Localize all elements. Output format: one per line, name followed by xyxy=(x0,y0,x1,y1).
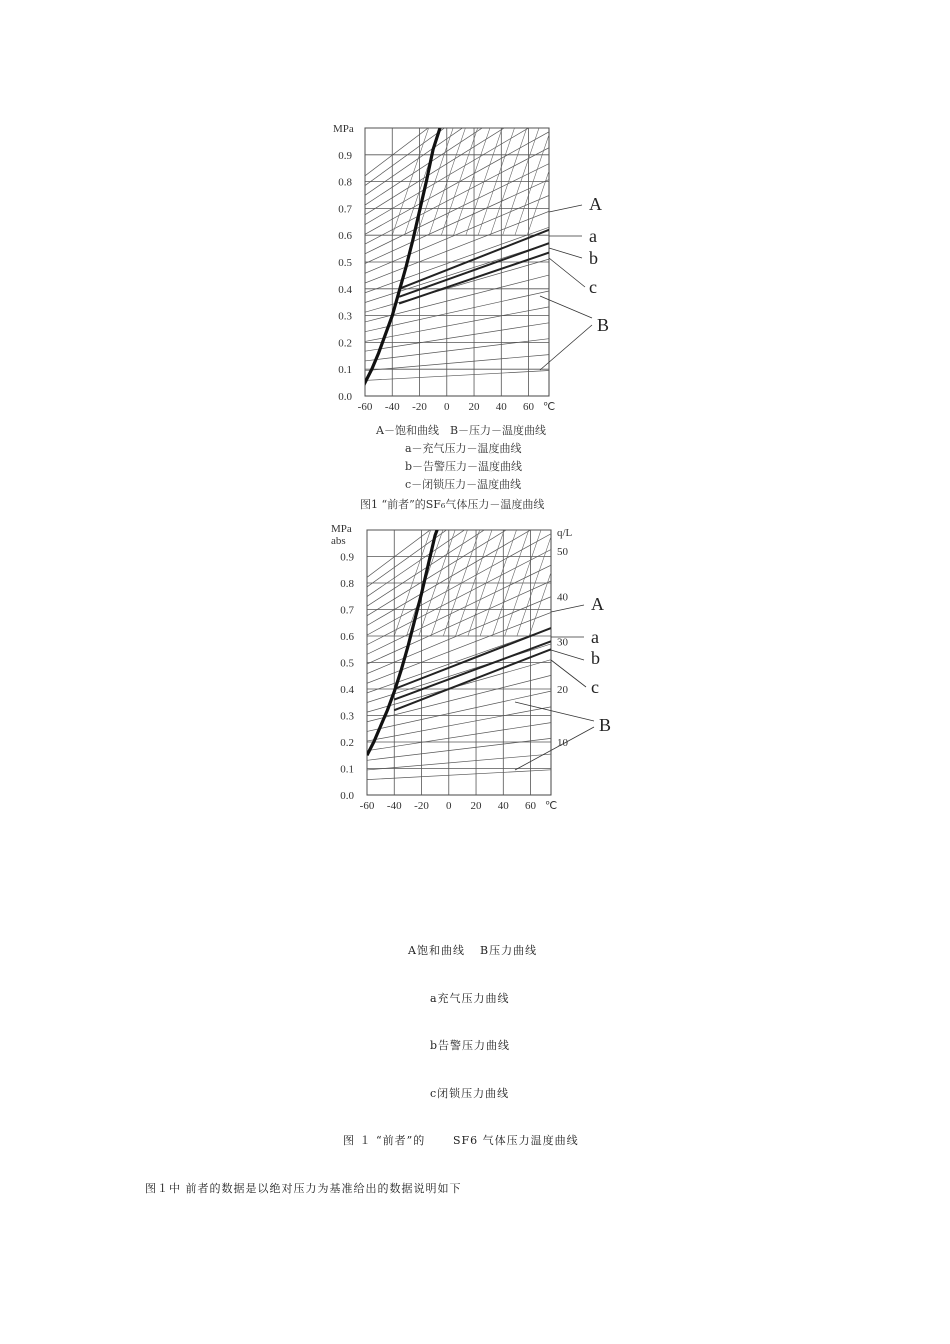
x-tick-label: -40 xyxy=(384,401,400,413)
x-tick-label: 0 xyxy=(444,401,450,413)
legend-entry: c－闭锁压力－温度曲线 xyxy=(405,478,522,491)
x-tick-label: 60 xyxy=(523,401,535,413)
y-tick-label: 0.8 xyxy=(340,578,354,590)
y-axis-label: MPa xyxy=(331,523,352,535)
body-line-2: a充气压力曲线 xyxy=(430,992,510,1005)
callout-line xyxy=(551,650,584,660)
y-tick-label: 0.6 xyxy=(340,631,354,643)
y-axis-label: MPa xyxy=(333,123,354,135)
x-tick-label: 0 xyxy=(446,800,452,812)
pt-curves-group xyxy=(367,515,570,780)
curve-label-A: A xyxy=(591,594,604,614)
x-tick-label: 60 xyxy=(525,800,537,812)
right-tick-label: 50 xyxy=(557,546,568,559)
saturation-curve xyxy=(361,128,440,391)
curve-label-a: a xyxy=(591,627,599,647)
curve-label-B: B xyxy=(597,315,610,335)
body-line-3: b告警压力曲线 xyxy=(430,1039,511,1052)
curve-label-B: B xyxy=(599,715,612,735)
callout-line xyxy=(515,727,594,770)
callout-line xyxy=(549,248,582,258)
curve-label-a: a xyxy=(589,226,597,246)
hatch-line xyxy=(443,517,484,636)
y-tick-label: 0.4 xyxy=(338,283,352,296)
right-tick-label: 20 xyxy=(557,684,568,696)
curve-label-A: A xyxy=(589,194,602,214)
hatch-line xyxy=(431,517,472,636)
x-unit-label: ℃ xyxy=(544,800,558,812)
y-tick-label: 0.1 xyxy=(338,364,352,377)
x-unit-label: ℃ xyxy=(542,401,556,413)
x-tick-label: -60 xyxy=(357,401,373,413)
curve-label-b: b xyxy=(591,648,600,668)
y-tick-label: 0.7 xyxy=(338,203,352,216)
body-line-4: c闭锁压力曲线 xyxy=(430,1087,510,1100)
x-tick-label: 20 xyxy=(470,800,482,812)
y-tick-label: 0.1 xyxy=(340,763,354,776)
x-tick-label: -60 xyxy=(359,800,375,812)
y-tick-label: 0.9 xyxy=(338,149,352,162)
hatch-line xyxy=(441,115,482,236)
y-tick-label: 0.7 xyxy=(340,604,354,617)
figure-1-chart xyxy=(0,0,950,520)
x-tick-label: 40 xyxy=(497,800,509,812)
x-tick-label: 20 xyxy=(468,401,480,413)
y-tick-label: 0.5 xyxy=(338,257,352,269)
legend-entry: a－充气压力－温度曲线 xyxy=(405,442,522,455)
right-tick-label: 30 xyxy=(557,636,568,649)
legend-entry: A－饱和曲线 B－压力－温度曲线 xyxy=(376,424,547,437)
y-tick-label: 0.4 xyxy=(340,684,354,696)
right-tick-label: 40 xyxy=(557,591,568,604)
callout-line xyxy=(549,258,585,287)
figure-caption: 图1 “前者”的SF₆气体压力－温度曲线 xyxy=(360,498,545,511)
callout-line xyxy=(540,325,592,370)
curve-label-b: b xyxy=(589,248,598,268)
body-line-5a: 图 １ “前者”的 xyxy=(343,1134,426,1147)
body-line-6: 图１中 前者的数据是以绝对压力为基准给出的数据说明如下 xyxy=(145,1182,462,1195)
y-tick-label: 0.8 xyxy=(338,176,352,189)
callout-line xyxy=(549,205,582,212)
body-line-5b: SF6 气体压力温度曲线 xyxy=(453,1134,579,1147)
callout-line xyxy=(551,660,586,687)
right-axis-label: q/L xyxy=(557,527,573,539)
y-tick-label: 0.0 xyxy=(340,790,354,802)
curve-label-c: c xyxy=(591,677,599,697)
y-tick-label: 0.2 xyxy=(340,737,354,749)
hatch-line xyxy=(429,115,470,236)
callout-line xyxy=(551,605,584,612)
x-tick-label: -20 xyxy=(412,401,427,413)
x-tick-label: 40 xyxy=(495,401,507,413)
body-line-1a: A饱和曲线 xyxy=(408,944,465,957)
curve-label-c: c xyxy=(589,277,597,297)
x-tick-label: -20 xyxy=(414,800,429,812)
y-tick-label: 0.5 xyxy=(340,657,354,670)
pt-curve-line xyxy=(365,52,549,185)
body-line-1b: B压力曲线 xyxy=(480,944,538,957)
highlight-line-b xyxy=(394,641,551,699)
y-tick-label: 0.0 xyxy=(338,391,352,403)
hatch-line xyxy=(505,517,546,636)
y-tick-label: 0.9 xyxy=(340,551,354,564)
y-tick-label: 0.6 xyxy=(338,230,352,243)
y-tick-label: 0.3 xyxy=(338,310,352,323)
y-tick-label: 0.3 xyxy=(340,710,354,723)
y-axis-label: abs xyxy=(331,535,346,547)
x-tick-label: -40 xyxy=(386,800,402,812)
legend-entry: b－告警压力－温度曲线 xyxy=(405,460,523,473)
hatch-line xyxy=(503,115,544,236)
y-tick-label: 0.2 xyxy=(338,337,352,350)
figure-2-chart xyxy=(0,515,950,855)
right-tick-label: 10 xyxy=(557,737,568,749)
